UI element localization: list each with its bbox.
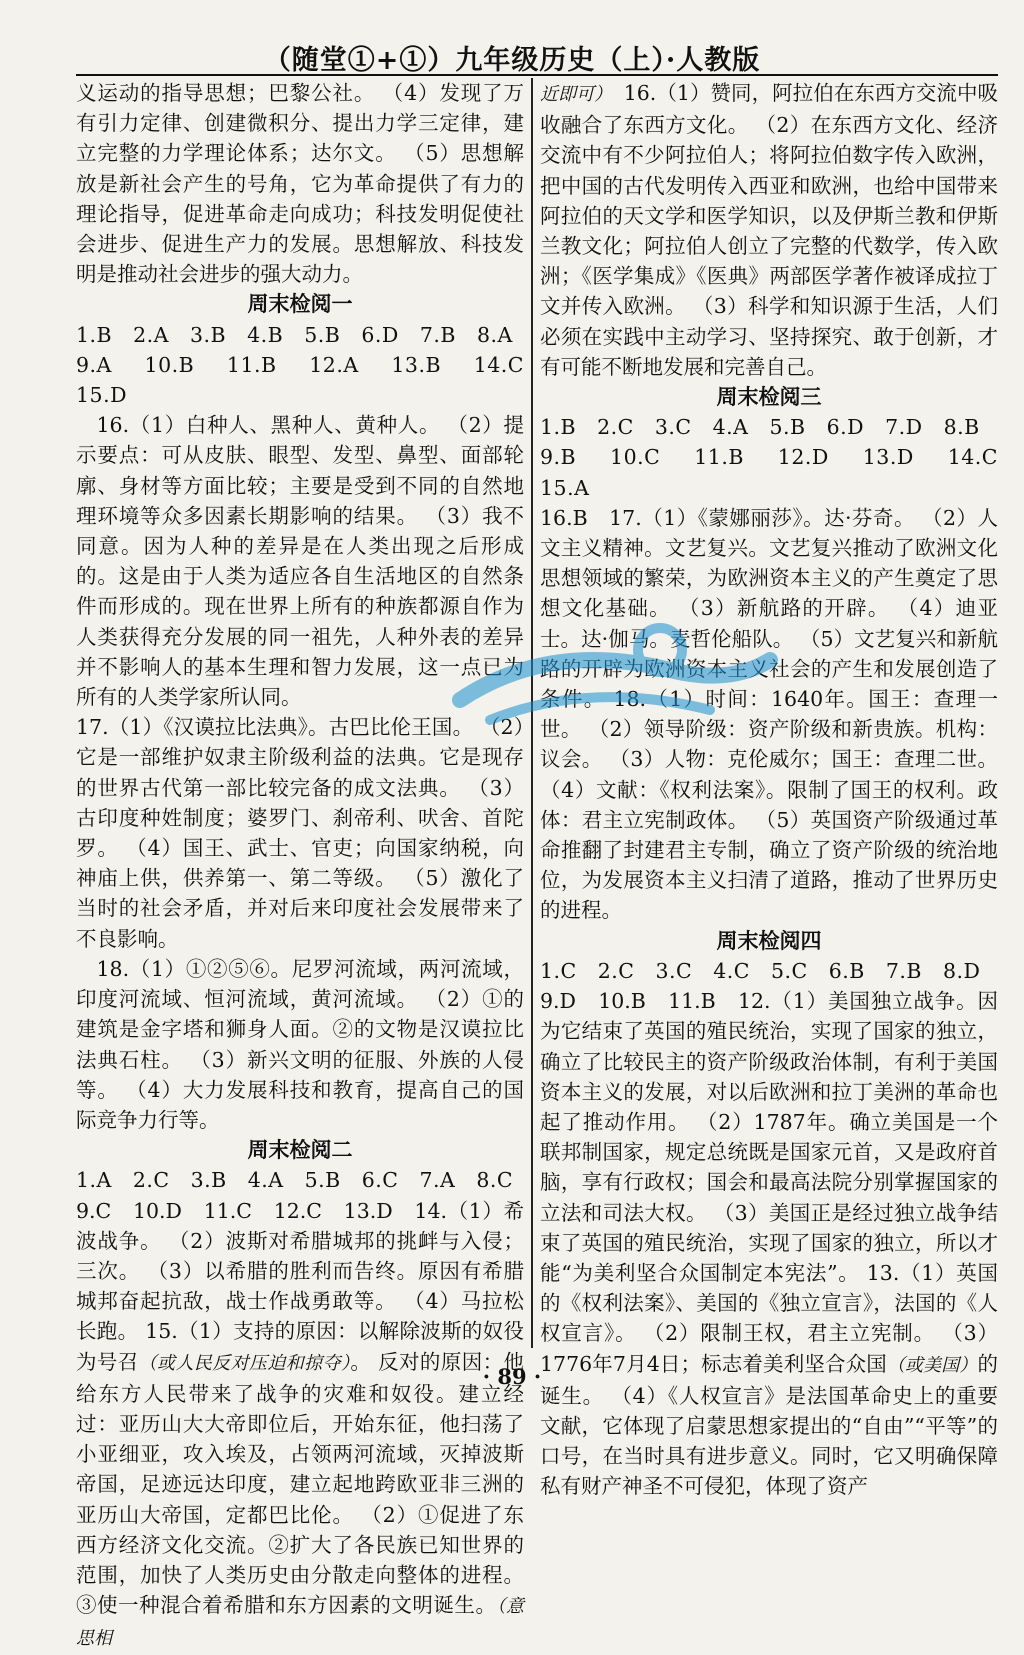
continued-answer: 义运动的指导思想；巴黎公社。 （4）发现了万有引力定律、创建微积分、提出力学三定律，建立完整的力学理论体系；达尔文。 （5）思想解放是新社会产生的号角，它为革命提供了有力的理论指导，促进革命走向成功；科技发明促使社会进步、促进生产力的发展。思想解放、科技发明是推动社会进步的强大动力。 — [76, 81, 524, 287]
answer-q16: 16.（1）白种人、黑种人、黄种人。 （2）提示要点：可从皮肤、眼型、发型、鼻型、面部轮廓、身材等方面比较；主要是受到不同的自然地理环境等众多因素长期影响的结果。 （3）我不同意。因为人种的差异是在人类出现之后形成的。这是由于人类为适应各自生活地区的自然条件而形成的。现在世界上所有的种族都源自作为人类获得充分发展的同一祖先，人种外表的差异并不影响人的基本生理和智力发展，这一点已为所有的人类学家所认同。 — [76, 413, 524, 710]
answer-q16-q18: 16.B 17.（1）《蒙娜丽莎》。达·芬奇。 （2）人文主义精神。文艺复兴。文艺复兴推动了欧洲文化思想领域的繁荣，为欧洲资本主义的产生奠定了思想文化基础。 （3）新航路的开辟。 （4）迪亚士。达·伽马。麦哲伦船队。 （5）文艺复兴和新航路的开辟为欧洲资本主义社会的产生和发展创造了条件。 18.（1）时间：1640年。国王：查理一世。 （2）领导阶级：资产阶级和新贵族。机构：议会。 （3）人物：克伦威尔；国王：查理二世。 （4）文献：《权利法案》。限制了国王的权利。政体：君主立宪制政体。 （5）英国资产阶级通过革命推翻了封建君主专制，确立了资产阶级的统治地位，为发展资本主义扫清了道路，推动了世界历史的进程。 — [540, 505, 998, 923]
left-column — [76, 78, 545, 1655]
answer-r16: 16.（1）赞同，阿拉伯在东西方交流中吸收融合了东西方文化。 （2）在东西方文化、经济交流中有不少阿拉伯人；将阿拉伯数字传入欧洲，把中国的古代发明传入西亚和欧洲，也给中国带来阿拉伯的天文学和医学知识，以及伊斯兰教和伊斯兰教文化；阿拉伯人创立了完整的代数学，传入欧洲；《医学集成》《医典》两部医学著作被译成拉丁文并传入欧洲。 （3）科学和知识源于生活，人们必须在实践中主动学习、坚持探究、敢于创新，才有可能不断地发展和完善自己。 — [540, 81, 998, 379]
answer-q12-q13 — [540, 986, 998, 1501]
page-header: （随堂①+①）九年级历史（上）·人教版 — [263, 45, 761, 76]
answer-note: （或人民反对压迫和掠夺） — [138, 1352, 351, 1374]
answer-text-cont: 。 反对的原因：他给东方人民带来了战争的灾难和奴役。建立经过：亚历山大大帝即位后，开始东征，他扫荡了小亚细亚，攻入埃及，占领两河流域，灭掉波斯帝国，足迹远达印度，建立起地跨欧亚非三洲的亚历山大帝国，定都巴比伦。 （2）①促进了东西方经济文化交流。②扩大了各民族已知世界的范围，加快了人类历史由分散走向整体的进程。③使一种混合着希腊和东方因素的文明诞生。 — [76, 1349, 524, 1618]
right-column — [540, 78, 1019, 1502]
mc-answers-row-3: 1.A 2.C 3.B 4.A 5.B 6.C 7.A 8.C — [76, 1168, 514, 1193]
answer-note-end: （意思相 — [76, 1596, 525, 1650]
answer-q18: 18.（1）①②⑤⑥。尼罗河流域，两河流域，印度河流域、恒河流域，黄河流域。 （2）①的建筑是金字塔和狮身人面。②的文物是汉谟拉比法典石柱。 （3）新兴文明的征服、外族的人侵等。 （4）大力发展科技和教育，提高自己的国际竞争力行等。 — [76, 956, 524, 1132]
answer-q17: 17.（1）《汉谟拉比法典》。古巴比伦王国。 （2）它是一部维护奴隶主阶级利益的法典。它是现存的世界古代第一部比较完备的成文法典。 （3）古印度种姓制度；婆罗门、刹帝利、吠舍、首陀罗。 （4）国王、武士、官吏；向国家纳税，向神庙上供，供养第一、第二等级。 （5）激化了当时的社会矛盾，并对后来印度社会发展带来了不良影响。 — [76, 715, 524, 951]
note-continued: 近即可） — [540, 84, 604, 105]
mc-answers-row-4: 1.B 2.C 3.C 4.A 5.B 6.D 7.D 8.B — [540, 415, 980, 440]
page-number: · 89 · — [482, 1364, 542, 1389]
header-rule — [76, 74, 998, 76]
answer-text-cont: 的诞生。 （4）《人权宣言》是法国革命史上的重要文献，它体现了启蒙思想家提出的“自由”“平等”的口号，在当时具有进步意义。同时，它又明确保障私有财产神圣不可侵犯，体现了资产 — [540, 1351, 998, 1499]
answer-q14-q15 — [76, 1196, 524, 1655]
answer-text: 9.C 10.D 11.C 12.C 13.D 14.（1）希波战争。 （2）波斯对希腊城邦的挑衅与入侵；三次。 （3）以希腊的胜利而告终。原因有希腊城邦奋起抗敌，战士作战勇敢等。 （4）马拉松长跑。 15.（1）支持的原因：以解除波斯的奴役为号召 — [76, 1198, 524, 1374]
section-title-week2: 周末检阅二 — [247, 1137, 353, 1163]
mc-answers-row-2: 9.A 10.B 11.B 12.A 13.B 14.C 15.D — [76, 352, 545, 408]
answer-note: （或美国） — [886, 1354, 978, 1376]
mc-answers-row-6: 1.C 2.C 3.C 4.C 5.C 6.B 7.B 8.D — [540, 958, 981, 983]
section-title-week1: 周末检阅一 — [247, 291, 353, 317]
section-title-week3: 周末检阅三 — [716, 384, 822, 410]
answer-q15-cont — [540, 78, 998, 382]
section-title-week4: 周末检阅四 — [716, 927, 822, 953]
mc-answers-row-1: 1.B 2.A 3.B 4.B 5.B 6.D 7.B 8.A — [76, 322, 513, 347]
answer-text: 9.D 10.B 11.B 12.（1）美国独立战争。因为它结束了英国的殖民统治，实现了国家的独立，确立了比较民主的资产阶级政治体制，有利于美国资本主义的发展，对以后欧洲和拉丁美洲的革命也起了推动作用。 （2）1787年。确立美国是一个联邦制国家，规定总统既是国家元首，又是政府首脑，享有行政权；国会和最高法院分别掌握国家的立法和司法大权。 （3）美国正是经过独立战争结束了英国的殖民统治，实现了国家的独立，所以才能“为美利坚合众国制定本宪法”。 13.（1）英国的《权利法案》、美国的《独立宣言》，法国的《人权宣言》。 （2）限制王权，君主立宪制。 （3）1776年7月4日；标志着美利坚合众国 — [540, 989, 998, 1376]
column-divider — [531, 78, 533, 1348]
mc-answers-row-5: 9.B 10.C 11.B 12.D 13.D 14.C 15.A — [540, 445, 1019, 500]
